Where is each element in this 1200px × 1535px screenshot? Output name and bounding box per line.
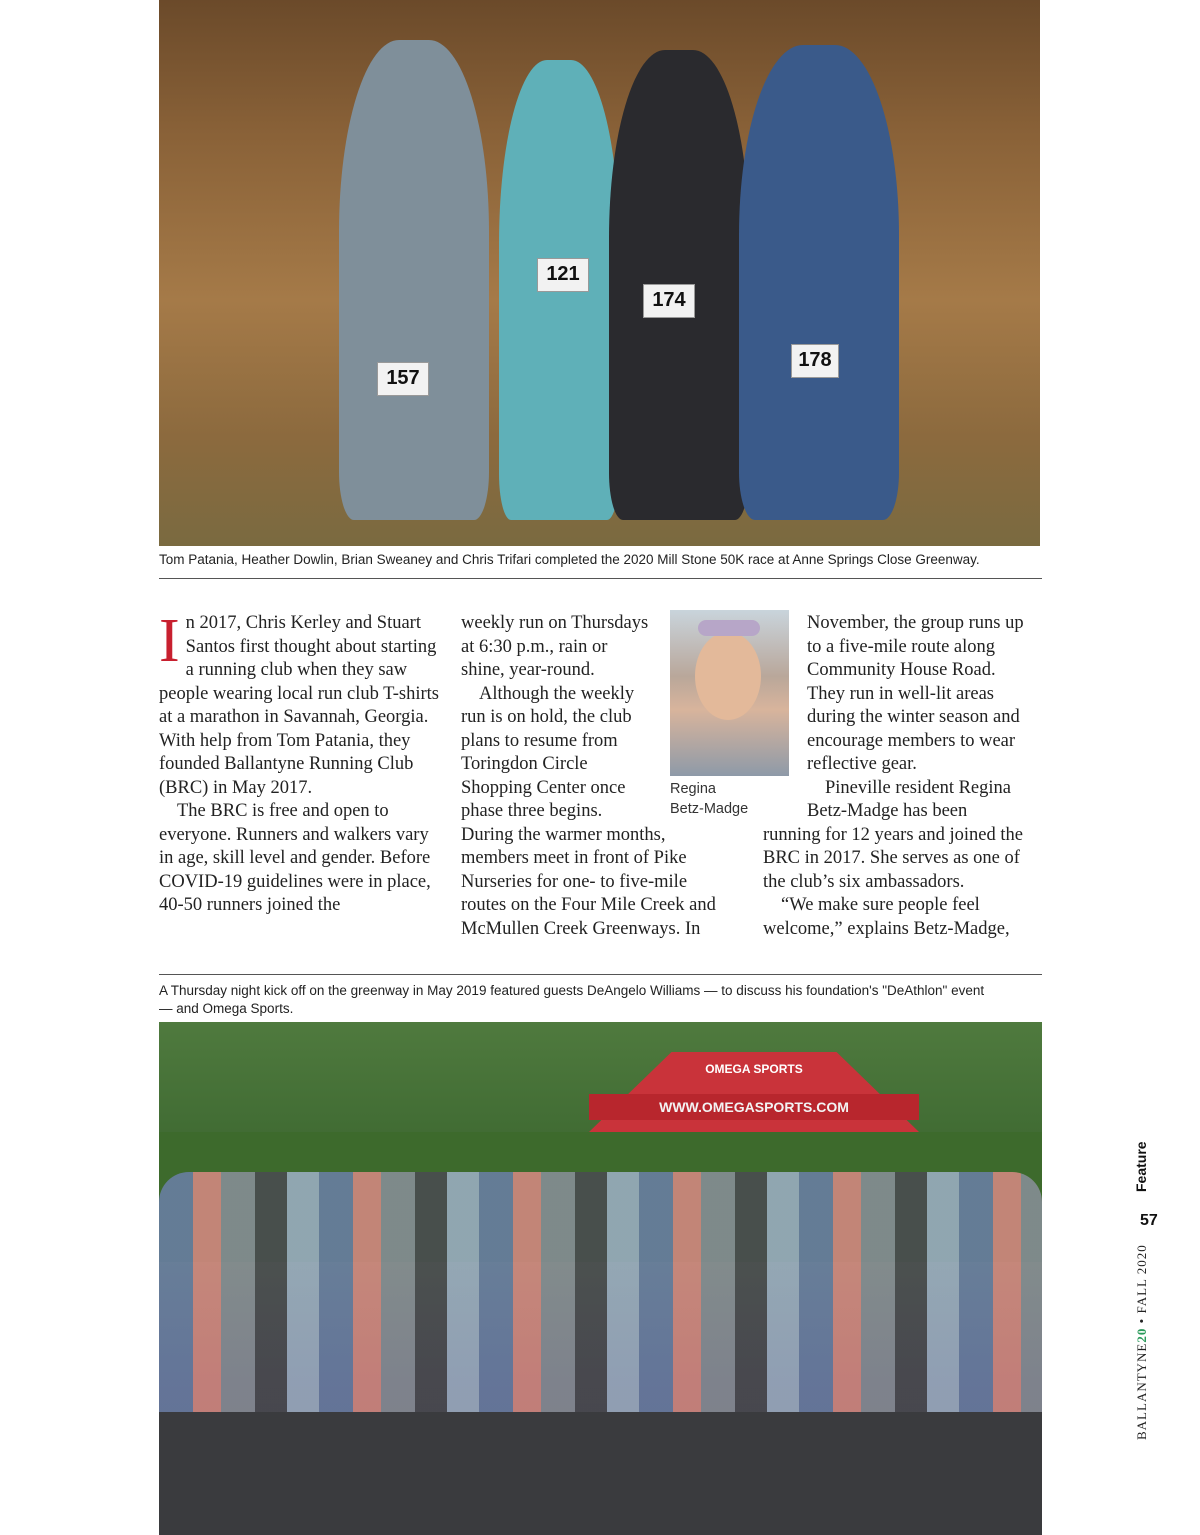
article-paragraph: November, the group runs up to a five-mile route along Community House Road. They run in well-lit areas during the winter season and encourage members to wear reflective gear. (807, 613, 1024, 774)
race-bib: 157 (377, 362, 429, 396)
runner-figure (739, 45, 899, 520)
divider-rule (159, 578, 1042, 579)
article-paragraph: “We make sure people feel welcome,” explains Betz-Madge, (763, 895, 1010, 939)
article-column-3 (763, 612, 1031, 941)
article-paragraph: Pineville resident Regina Betz-Madge has been (807, 777, 1011, 821)
group-run-photo (159, 1022, 1042, 1535)
article-column-1 (159, 607, 440, 918)
article-paragraph: During the warmer months, members meet in front of Pike Nurseries for one- to five-mile routes on the Four Mile Creek and McMullen Creek Greenways. In (461, 824, 716, 939)
portrait-face (695, 632, 761, 720)
runner-figure (339, 40, 489, 520)
article-paragraph: Although the weekly run is on hold, the club plans to resume from Toringdon Circle Shopping Center once phase three begins. (461, 683, 635, 821)
tent-banner: WWW.OMEGASPORTS.COM (589, 1094, 919, 1120)
drop-cap: I (159, 607, 180, 675)
page-number: 57 (1140, 1212, 1158, 1229)
portrait-sunglasses (698, 620, 760, 636)
tent-brand: OMEGA SPORTS (705, 1062, 803, 1076)
race-bib: 174 (643, 284, 695, 318)
article-paragraph: The BRC is free and open to everyone. Runners and walkers vary in age, skill level and gender. Before COVID-19 guidelines were in place, 40-50 runners joined the (159, 801, 431, 915)
caption-line: Regina (670, 781, 716, 797)
bottom-photo-caption: A Thursday night kick off on the greenway in May 2019 featured guests DeAngelo Williams — to discuss his foundation's "DeAthlon" event — and Omega Sports. (159, 983, 985, 1016)
race-bib: 178 (791, 344, 839, 378)
page-footer (1128, 1140, 1158, 1440)
magazine-logo-number: 20 (1134, 1327, 1149, 1343)
top-photo-caption: Tom Patania, Heather Dowlin, Brian Sweaney and Chris Trifari completed the 2020 Mill Stone 50K race at Anne Springs Close Greenway. (159, 552, 980, 567)
divider-rule (159, 974, 1042, 975)
article-paragraph: n 2017, Chris Kerley and Stuart Santos first thought about starting a running club when they saw people wearing local run club T-shirts at a marathon in Savannah, Georgia. With help from Tom Patania, they founded Ballantyne Running Club (BRC) in May 2017. (159, 613, 440, 798)
section-label: Feature (1133, 1141, 1149, 1192)
pavement (159, 1412, 1042, 1535)
top-race-photo (159, 0, 1040, 546)
article-paragraph: running for 12 years and joined the BRC in 2017. She serves as one of the club’s six ambassadors. (763, 824, 1023, 892)
runner-group (159, 1172, 1042, 1412)
magazine-issue-label: BALLANTYNE20 • FALL 2020 (1134, 1244, 1149, 1440)
race-bib: 121 (537, 258, 589, 292)
caption-line: Betz-Madge (670, 801, 749, 817)
article-paragraph: weekly run on Thursdays at 6:30 p.m., rain or shine, year-round. (461, 613, 649, 680)
